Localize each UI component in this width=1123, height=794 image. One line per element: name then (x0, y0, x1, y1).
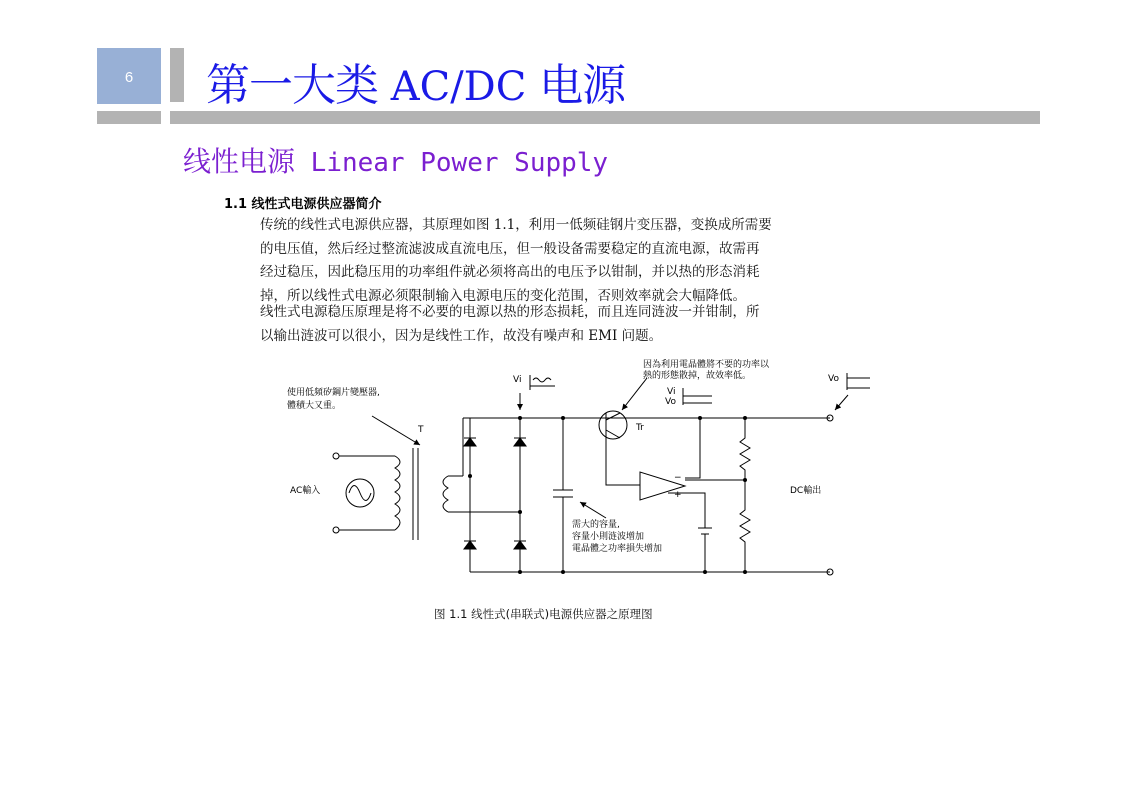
primary-coil (395, 456, 400, 530)
op-amp-minus: − (674, 473, 682, 483)
circuit-diagram (270, 355, 870, 585)
op-amp-plus: + (674, 490, 682, 500)
tr-note-line-1: 因為利用電晶體將不要的功率以 (643, 360, 770, 370)
title-chinese-1: 第一大类 (206, 60, 378, 111)
title-latin: AC/DC (378, 64, 540, 110)
label-ac-input: AC輸入 (290, 486, 321, 496)
vi-waveform-icon (530, 375, 555, 390)
diode (514, 438, 526, 446)
tr-note-line-2: 熱的形態散掉，故效率低。 (643, 371, 752, 381)
cap-note-line-2: 容量小則涟波增加 (572, 532, 645, 542)
paragraph-line: 线性式电源稳压原理是将不必要的电源以热的形态损耗，而且连同涟波一并钳制，所 (260, 304, 760, 320)
diode (464, 541, 476, 549)
cap-note-line-3: 電晶體之功率損失增加 (572, 544, 663, 554)
label-tr: Tr (636, 423, 644, 433)
ac-terminal-top (333, 453, 339, 459)
slide-title (206, 56, 625, 116)
secondary-coil (443, 476, 448, 512)
transformer-note-line-1: 使用低頻矽鋼片變壓器, (287, 388, 380, 398)
vi-vo-waveform-icon (683, 388, 712, 405)
paragraph-line: 的电压值，然后经过整流滤波成直流电压，但一般设备需要稳定的直流电源，故需再 (260, 240, 760, 257)
label-vi: Vi (513, 375, 522, 385)
ac-terminal-bottom (333, 527, 339, 533)
section-heading: 1.1 线性式电源供应器简介 (224, 197, 382, 212)
transformer-core (413, 448, 418, 540)
subtitle-latin: Linear Power Supply (295, 148, 609, 178)
diode (514, 541, 526, 549)
slide-subtitle (183, 143, 608, 181)
label-vi-small: Vi (667, 387, 676, 397)
reference-battery (698, 528, 712, 572)
label-vo-small: Vo (665, 397, 676, 407)
paragraph-line: 以输出涟波可以很小，因为是线性工作，故没有噪声和 EMI 问题。 (260, 327, 663, 344)
figure-caption: 图 1.1 线性式(串联式)电源供应器之原理图 (434, 607, 653, 621)
paragraph-line: 掉，所以线性式电源必须限制输入电源电压的变化范围，否则效率就会大幅降低。 (260, 287, 746, 304)
filter-capacitor (553, 418, 573, 572)
vo-waveform-icon (847, 373, 870, 390)
paragraph-2 (260, 301, 760, 348)
transformer-note-line-2: 體積大又重。 (287, 401, 342, 411)
subtitle-chinese: 线性电源 (183, 145, 296, 178)
paragraph-line: 传统的线性式电源供应器，其原理如图 1.1，利用一低频硅钢片变压器，变换成所需要 (260, 217, 772, 233)
header-bar-vertical (170, 48, 184, 102)
diode (464, 438, 476, 446)
cap-note-line-1: 需大的容量, (572, 520, 620, 530)
label-vo: Vo (828, 374, 839, 384)
voltage-divider (740, 418, 750, 572)
paragraph-1 (260, 214, 772, 308)
page-number: 6 (124, 69, 134, 86)
label-dc-output: DC輸出 (790, 486, 822, 496)
transistor-tr (599, 411, 627, 439)
paragraph-line: 经过稳压，因此稳压用的功率组件就必须将高出的电压予以钳制，并以热的形态消耗 (260, 264, 760, 280)
title-chinese-2: 电源 (539, 60, 626, 111)
header-bar-left (97, 111, 161, 124)
label-transformer: T (418, 425, 424, 435)
